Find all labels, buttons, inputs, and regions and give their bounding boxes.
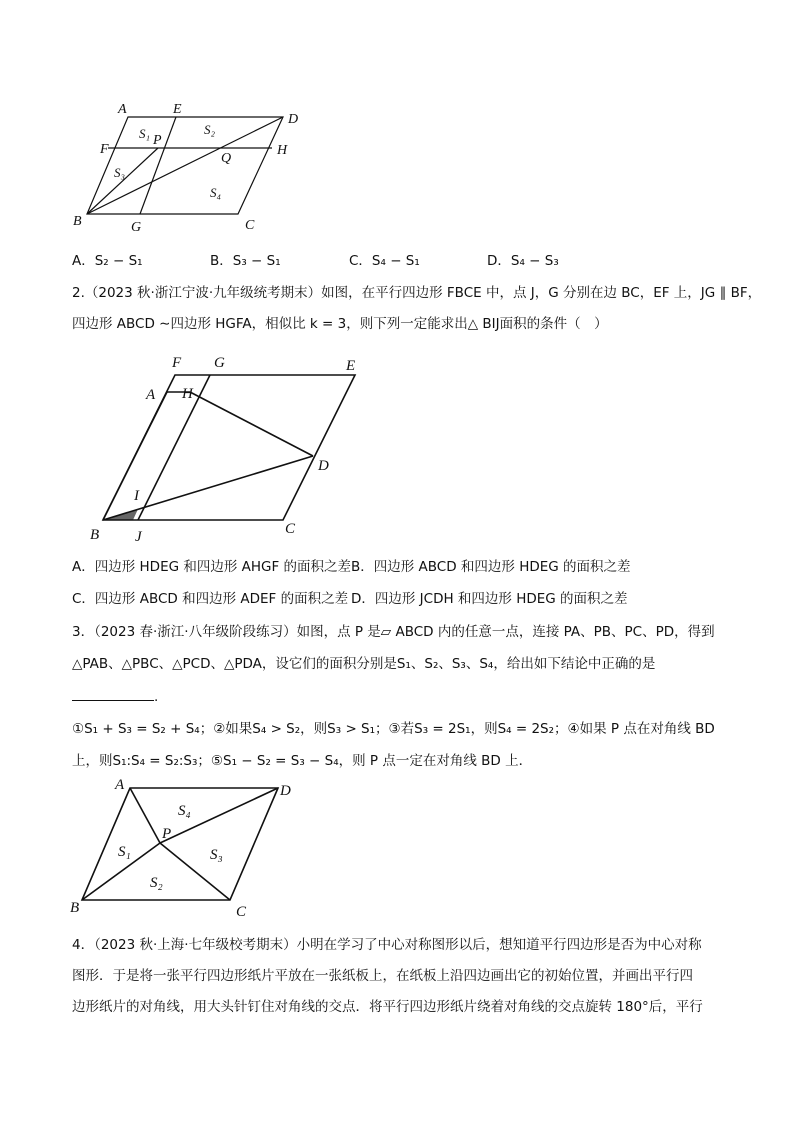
- q2-stem-line-2: 四边形 ABCD ∼四边形 HGFA，相似比 k = 3，则下列一定能求出△ BIJ面积的条件（ ）: [72, 316, 608, 332]
- q3-stem-line-1: 3．（2023 春·浙江·八年级阶段练习）如图，点 P 是▱ ABCD 内的任意一点，连接 PA、PB、PC、PD，得到: [72, 624, 715, 640]
- label-B: B: [70, 900, 80, 916]
- label-G: G: [131, 220, 142, 235]
- q4-stem-line-3: 边形纸片的对角线，用大头针钉住对角线的交点．将平行四边形纸片绕着对角线的交点旋转 180°后，平行: [72, 999, 703, 1015]
- label-A: A: [118, 102, 127, 117]
- q2-option-b[interactable]: B．四边形 ABCD 和四边形 HDEG 的面积之差: [351, 559, 631, 575]
- label-S1: S₁: [118, 844, 131, 860]
- label-S4: S₄: [178, 803, 191, 819]
- label-S4: S₄: [210, 185, 222, 200]
- label-F: F: [172, 355, 182, 371]
- label-A: A: [146, 387, 156, 403]
- label-S1: S₁: [139, 126, 151, 141]
- figure-2-parallelogram: [85, 350, 370, 545]
- q1-option-c[interactable]: C．S₄ − S₁: [349, 253, 420, 269]
- label-G: G: [214, 355, 225, 371]
- q1-option-a[interactable]: A．S₂ − S₁: [72, 253, 143, 269]
- answer-blank[interactable]: [72, 686, 154, 701]
- label-C: C: [285, 521, 296, 537]
- q3-stem-line-2: △PAB、△PBC、△PCD、△PDA，设它们的面积分别是S₁、S₂、S₃、S₄，给出如下结论中正确的是: [72, 656, 656, 672]
- label-B: B: [90, 527, 100, 543]
- q4-stem-line-1: 4．（2023 秋·上海·七年级校考期末）小明在学习了中心对称图形以后，想知道平行四边形是否为中心对称: [72, 937, 702, 953]
- label-H: H: [182, 386, 193, 402]
- label-P: P: [162, 826, 172, 842]
- label-F: F: [100, 142, 109, 157]
- q1-option-d[interactable]: D．S₄ − S₃: [487, 253, 559, 269]
- figure-1-parallelogram: [60, 95, 320, 240]
- q2-option-c[interactable]: C．四边形 ABCD 和四边形 ADEF 的面积之差: [72, 591, 349, 607]
- label-S2: S₂: [150, 875, 163, 891]
- label-B: B: [73, 214, 82, 229]
- label-I: I: [134, 488, 139, 504]
- label-C: C: [245, 218, 255, 233]
- label-J: J: [135, 529, 142, 545]
- label-H: H: [277, 143, 288, 158]
- label-P: P: [153, 133, 162, 148]
- label-E: E: [346, 358, 356, 374]
- label-D: D: [280, 783, 291, 799]
- q3-conclusions-line-2: 上，则S₁:S₄ = S₂:S₃；⑤S₁ − S₂ = S₃ − S₄，则 P 点一定在对角线 BD 上．: [72, 753, 533, 769]
- q3-answer-line: [72, 686, 158, 707]
- label-C: C: [236, 904, 247, 918]
- label-S3: S₃: [114, 165, 126, 180]
- q3-conclusions-line-1: ①S₁ + S₃ = S₂ + S₄；②如果S₄ > S₂，则S₃ > S₁；③若S₃ = 2S₁，则S₄ = 2S₂；④如果 P 点在对角线 BD: [72, 721, 715, 737]
- label-A: A: [115, 777, 125, 793]
- q2-option-d[interactable]: D．四边形 JCDH 和四边形 HDEG 的面积之差: [351, 591, 628, 607]
- label-D: D: [288, 112, 299, 127]
- q2-option-a[interactable]: A．四边形 HDEG 和四边形 AHGF 的面积之差: [72, 559, 352, 575]
- q4-stem-line-2: 图形．于是将一张平行四边形纸片平放在一张纸板上，在纸板上沿四边画出它的初始位置，并画出平行四: [72, 968, 693, 984]
- label-E: E: [173, 102, 182, 117]
- answer-line-end: .: [154, 689, 159, 705]
- label-S3: S₃: [210, 847, 223, 863]
- label-D: D: [318, 458, 329, 474]
- q1-option-b[interactable]: B．S₃ − S₁: [210, 253, 281, 269]
- label-Q: Q: [221, 151, 232, 166]
- figure-3-parallelogram: [65, 773, 300, 918]
- q2-stem-line-1: 2.（2023 秋·浙江宁波·九年级统考期末）如图，在平行四边形 FBCE 中，点 J，G 分别在边 BC，EF 上，JG ∥ BF，: [72, 285, 762, 301]
- label-S2: S₂: [204, 122, 216, 137]
